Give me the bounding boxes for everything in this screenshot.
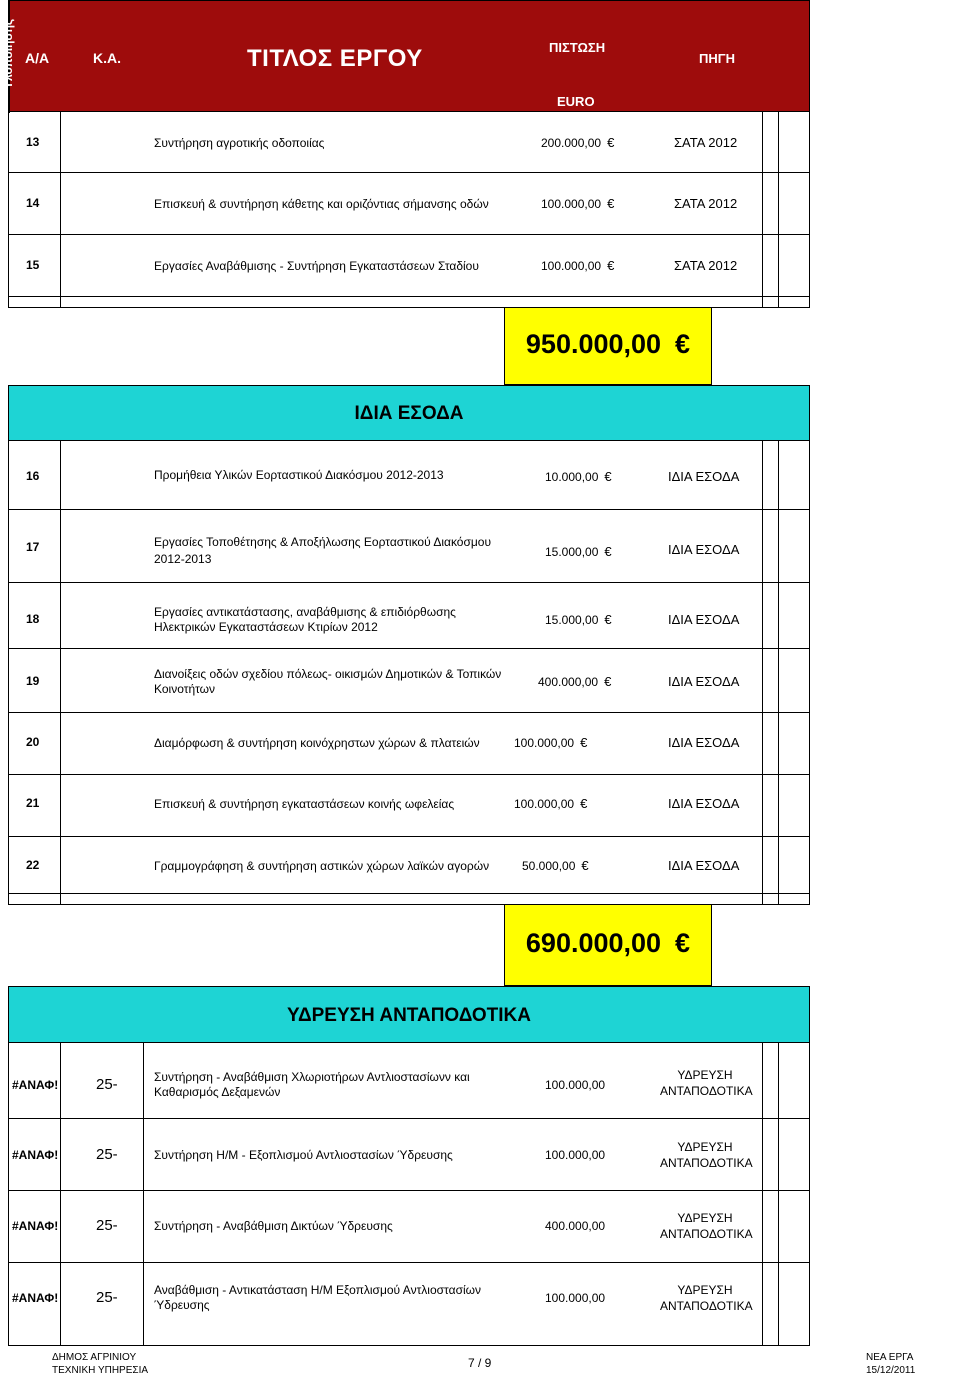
row-aa: #ΑΝΑΦ! bbox=[12, 1291, 59, 1305]
row-desc: Συντήρηση Η/Μ - Εξοπλισμού Αντλιοστασίων Ύδρευσης bbox=[154, 1148, 453, 1162]
row-source-line1: ΥΔΡΕΥΣΗ bbox=[677, 1068, 733, 1082]
row-desc: Διαμόρφωση & συντήρηση κοινόχρηστων χώρων & πλατειών bbox=[154, 736, 480, 750]
row-ka: 25- bbox=[96, 1076, 118, 1093]
row-amount: 100.000,00 bbox=[545, 1291, 606, 1305]
row-desc-line2: Καθαρισμός Δεξαμενών bbox=[154, 1085, 281, 1099]
row-aa: 21 bbox=[26, 796, 40, 810]
euro-icon: € bbox=[604, 544, 612, 559]
euro-icon: € bbox=[675, 329, 691, 359]
row-source-line2: ΑΝΤΑΠΟΔΟΤΙΚΑ bbox=[660, 1227, 753, 1241]
row-source: ΙΔΙΑ ΕΣΟΔΑ bbox=[668, 674, 740, 689]
row-source-line2: ΑΝΤΑΠΟΔΟΤΙΚΑ bbox=[660, 1156, 753, 1170]
own-revenue-total-value: 690.000,00 bbox=[525, 928, 662, 958]
euro-icon: € bbox=[607, 135, 615, 150]
euro-icon: € bbox=[581, 858, 589, 873]
euro-icon: € bbox=[580, 796, 588, 811]
row-desc: Εργασίες Αναβάθμισης - Συντήρηση Εγκαταστάσεων Σταδίου bbox=[154, 259, 479, 273]
row-amount: 100.000,00 bbox=[545, 1078, 606, 1092]
row-source: ΣΑΤΑ 2012 bbox=[674, 135, 738, 150]
row-source: ΙΔΙΑ ΕΣΟΔΑ bbox=[668, 796, 740, 811]
row-source: ΙΔΙΑ ΕΣΟΔΑ bbox=[668, 858, 740, 873]
footer-org-line2: ΤΕΧΝΙΚΗ ΥΠΗΡΕΣΙΑ bbox=[52, 1365, 149, 1376]
row-amount: 400.000,00 bbox=[545, 1219, 606, 1233]
own-revenue-total bbox=[504, 904, 712, 986]
row-desc-line2: Ηλεκτρικών Εγκαταστάσεων Κτιρίων 2012 bbox=[154, 620, 378, 634]
row-aa: 15 bbox=[26, 258, 40, 272]
row-source: ΣΑΤΑ 2012 bbox=[674, 258, 738, 273]
group1-total bbox=[504, 307, 712, 385]
row-aa: 16 bbox=[26, 469, 40, 483]
row-aa: 20 bbox=[26, 735, 40, 749]
row-amount: 100.000,00 bbox=[514, 736, 575, 750]
row-ka: 25- bbox=[96, 1217, 118, 1234]
row-desc-line2: 2012-2013 bbox=[154, 552, 212, 566]
row-desc: Προμήθεια Υλικών Εορταστικού Διακόσμου 2012-2013 bbox=[154, 468, 444, 482]
row-amount: 100.000,00 bbox=[514, 797, 575, 811]
row-source-line2: ΑΝΤΑΠΟΔΟΤΙΚΑ bbox=[660, 1299, 753, 1313]
row-desc-line2: Κοινοτήτων bbox=[154, 682, 216, 696]
row-amount: 10.000,00 bbox=[545, 470, 599, 484]
footer-right-line2: 15/12/2011 bbox=[866, 1365, 916, 1376]
row-aa: 22 bbox=[26, 858, 40, 872]
row-amount: 200.000,00 bbox=[541, 136, 602, 150]
row-source: ΙΔΙΑ ΕΣΟΔΑ bbox=[668, 469, 740, 484]
page-number: 7 / 9 bbox=[468, 1356, 492, 1370]
euro-icon: € bbox=[675, 928, 691, 958]
row-desc: Επισκευή & συντήρηση κάθετης και οριζόντιας σήμανσης οδών bbox=[154, 197, 489, 211]
section-water-title: ΥΔΡΕΥΣΗ ΑΝΤΑΠΟΔΟΤΙΚΑ bbox=[8, 986, 810, 1043]
row-desc-line1: Διανοίξεις οδών σχεδίου πόλεως- οικισμών Δημοτικών & Τοπικών bbox=[154, 667, 502, 681]
row-ka: 25- bbox=[96, 1146, 118, 1163]
row-desc-line1: Αναβάθμιση - Αντικατάσταση Η/Μ Εξοπλισμού Αντλιοστασίων bbox=[154, 1283, 482, 1297]
row-aa: 13 bbox=[26, 135, 40, 149]
row-amount: 15.000,00 bbox=[545, 545, 599, 559]
row-amount: 15.000,00 bbox=[545, 613, 599, 627]
row-source: ΣΑΤΑ 2012 bbox=[674, 196, 738, 211]
row-source: ΙΔΙΑ ΕΣΟΔΑ bbox=[668, 612, 740, 627]
header-aa: Α/Α bbox=[25, 50, 50, 66]
row-aa: #ΑΝΑΦ! bbox=[12, 1148, 59, 1162]
row-desc-line1: Συντήρηση - Αναβάθμιση Χλωριοτήρων Αντλιοστασίωνν και bbox=[154, 1070, 470, 1084]
header-credit: ΠΙΣΤΩΣΗ bbox=[549, 40, 606, 55]
row-source-line1: ΥΔΡΕΥΣΗ bbox=[677, 1283, 733, 1297]
header-ka: Κ.Α. bbox=[93, 50, 121, 66]
header-title: ΤΙΤΛΟΣ ΕΡΓΟΥ bbox=[247, 45, 423, 72]
header-euro: EURO bbox=[557, 94, 595, 109]
row-source-line1: ΥΔΡΕΥΣΗ bbox=[677, 1211, 733, 1225]
footer-organization bbox=[52, 1351, 148, 1377]
row-aa: 18 bbox=[26, 612, 40, 626]
row-aa: 14 bbox=[26, 196, 40, 210]
row-aa: #ΑΝΑΦ! bbox=[12, 1078, 59, 1092]
euro-icon: € bbox=[580, 735, 588, 750]
row-desc-line1: Εργασίες αντικατάστασης, αναβάθμισης & επιδιόρθωσης bbox=[154, 605, 456, 619]
euro-icon: € bbox=[607, 258, 615, 273]
row-ka: 25- bbox=[96, 1289, 118, 1306]
row-source: ΙΔΙΑ ΕΣΟΔΑ bbox=[668, 735, 740, 750]
header-source: ΠΗΓΗ bbox=[699, 51, 735, 66]
row-amount: 100.000,00 bbox=[541, 259, 602, 273]
row-desc: Συντήρηση - Αναβάθμιση Δικτύων Ύδρευσης bbox=[154, 1219, 393, 1233]
row-desc: Γραμμογράφηση & συντήρηση αστικών χώρων λαϊκών αγορών bbox=[154, 859, 490, 873]
row-desc-line2: Ύδρευσης bbox=[154, 1298, 210, 1312]
euro-icon: € bbox=[607, 196, 615, 211]
header-service-line2: Υλοποίησης bbox=[1, 18, 15, 89]
row-source: ΙΔΙΑ ΕΣΟΔΑ bbox=[668, 542, 740, 557]
table-header bbox=[1, 0, 810, 112]
section-own-revenue-title: ΙΔΙΑ ΕΣΟΔΑ bbox=[8, 385, 810, 441]
row-amount: 100.000,00 bbox=[541, 197, 602, 211]
row-aa: 19 bbox=[26, 674, 40, 688]
row-amount: 100.000,00 bbox=[545, 1148, 606, 1162]
row-aa: #ΑΝΑΦ! bbox=[12, 1219, 59, 1233]
footer-right-line1: ΝΕΑ ΕΡΓΑ bbox=[866, 1352, 914, 1363]
row-desc: Συντήρηση αγροτικής οδοποιίας bbox=[154, 136, 325, 150]
row-source-line1: ΥΔΡΕΥΣΗ bbox=[677, 1140, 733, 1154]
row-amount: 400.000,00 bbox=[538, 675, 599, 689]
row-source-line2: ΑΝΤΑΠΟΔΟΤΙΚΑ bbox=[660, 1084, 753, 1098]
group1-total-value: 950.000,00 bbox=[525, 329, 662, 359]
row-aa: 17 bbox=[26, 540, 40, 554]
footer-right bbox=[866, 1351, 915, 1377]
footer-org-line1: ΔΗΜΟΣ ΑΓΡΙΝΙΟΥ bbox=[52, 1352, 137, 1363]
row-desc-line1: Εργασίες Τοποθέτησης & Αποξήλωσης Εορταστικού Διακόσμου bbox=[154, 535, 492, 549]
euro-icon: € bbox=[604, 469, 612, 484]
euro-icon: € bbox=[604, 612, 612, 627]
row-desc: Επισκευή & συντήρηση εγκαταστάσεων κοινής ωφελείας bbox=[154, 797, 455, 811]
row-amount: 50.000,00 bbox=[522, 859, 576, 873]
euro-icon: € bbox=[604, 674, 612, 689]
